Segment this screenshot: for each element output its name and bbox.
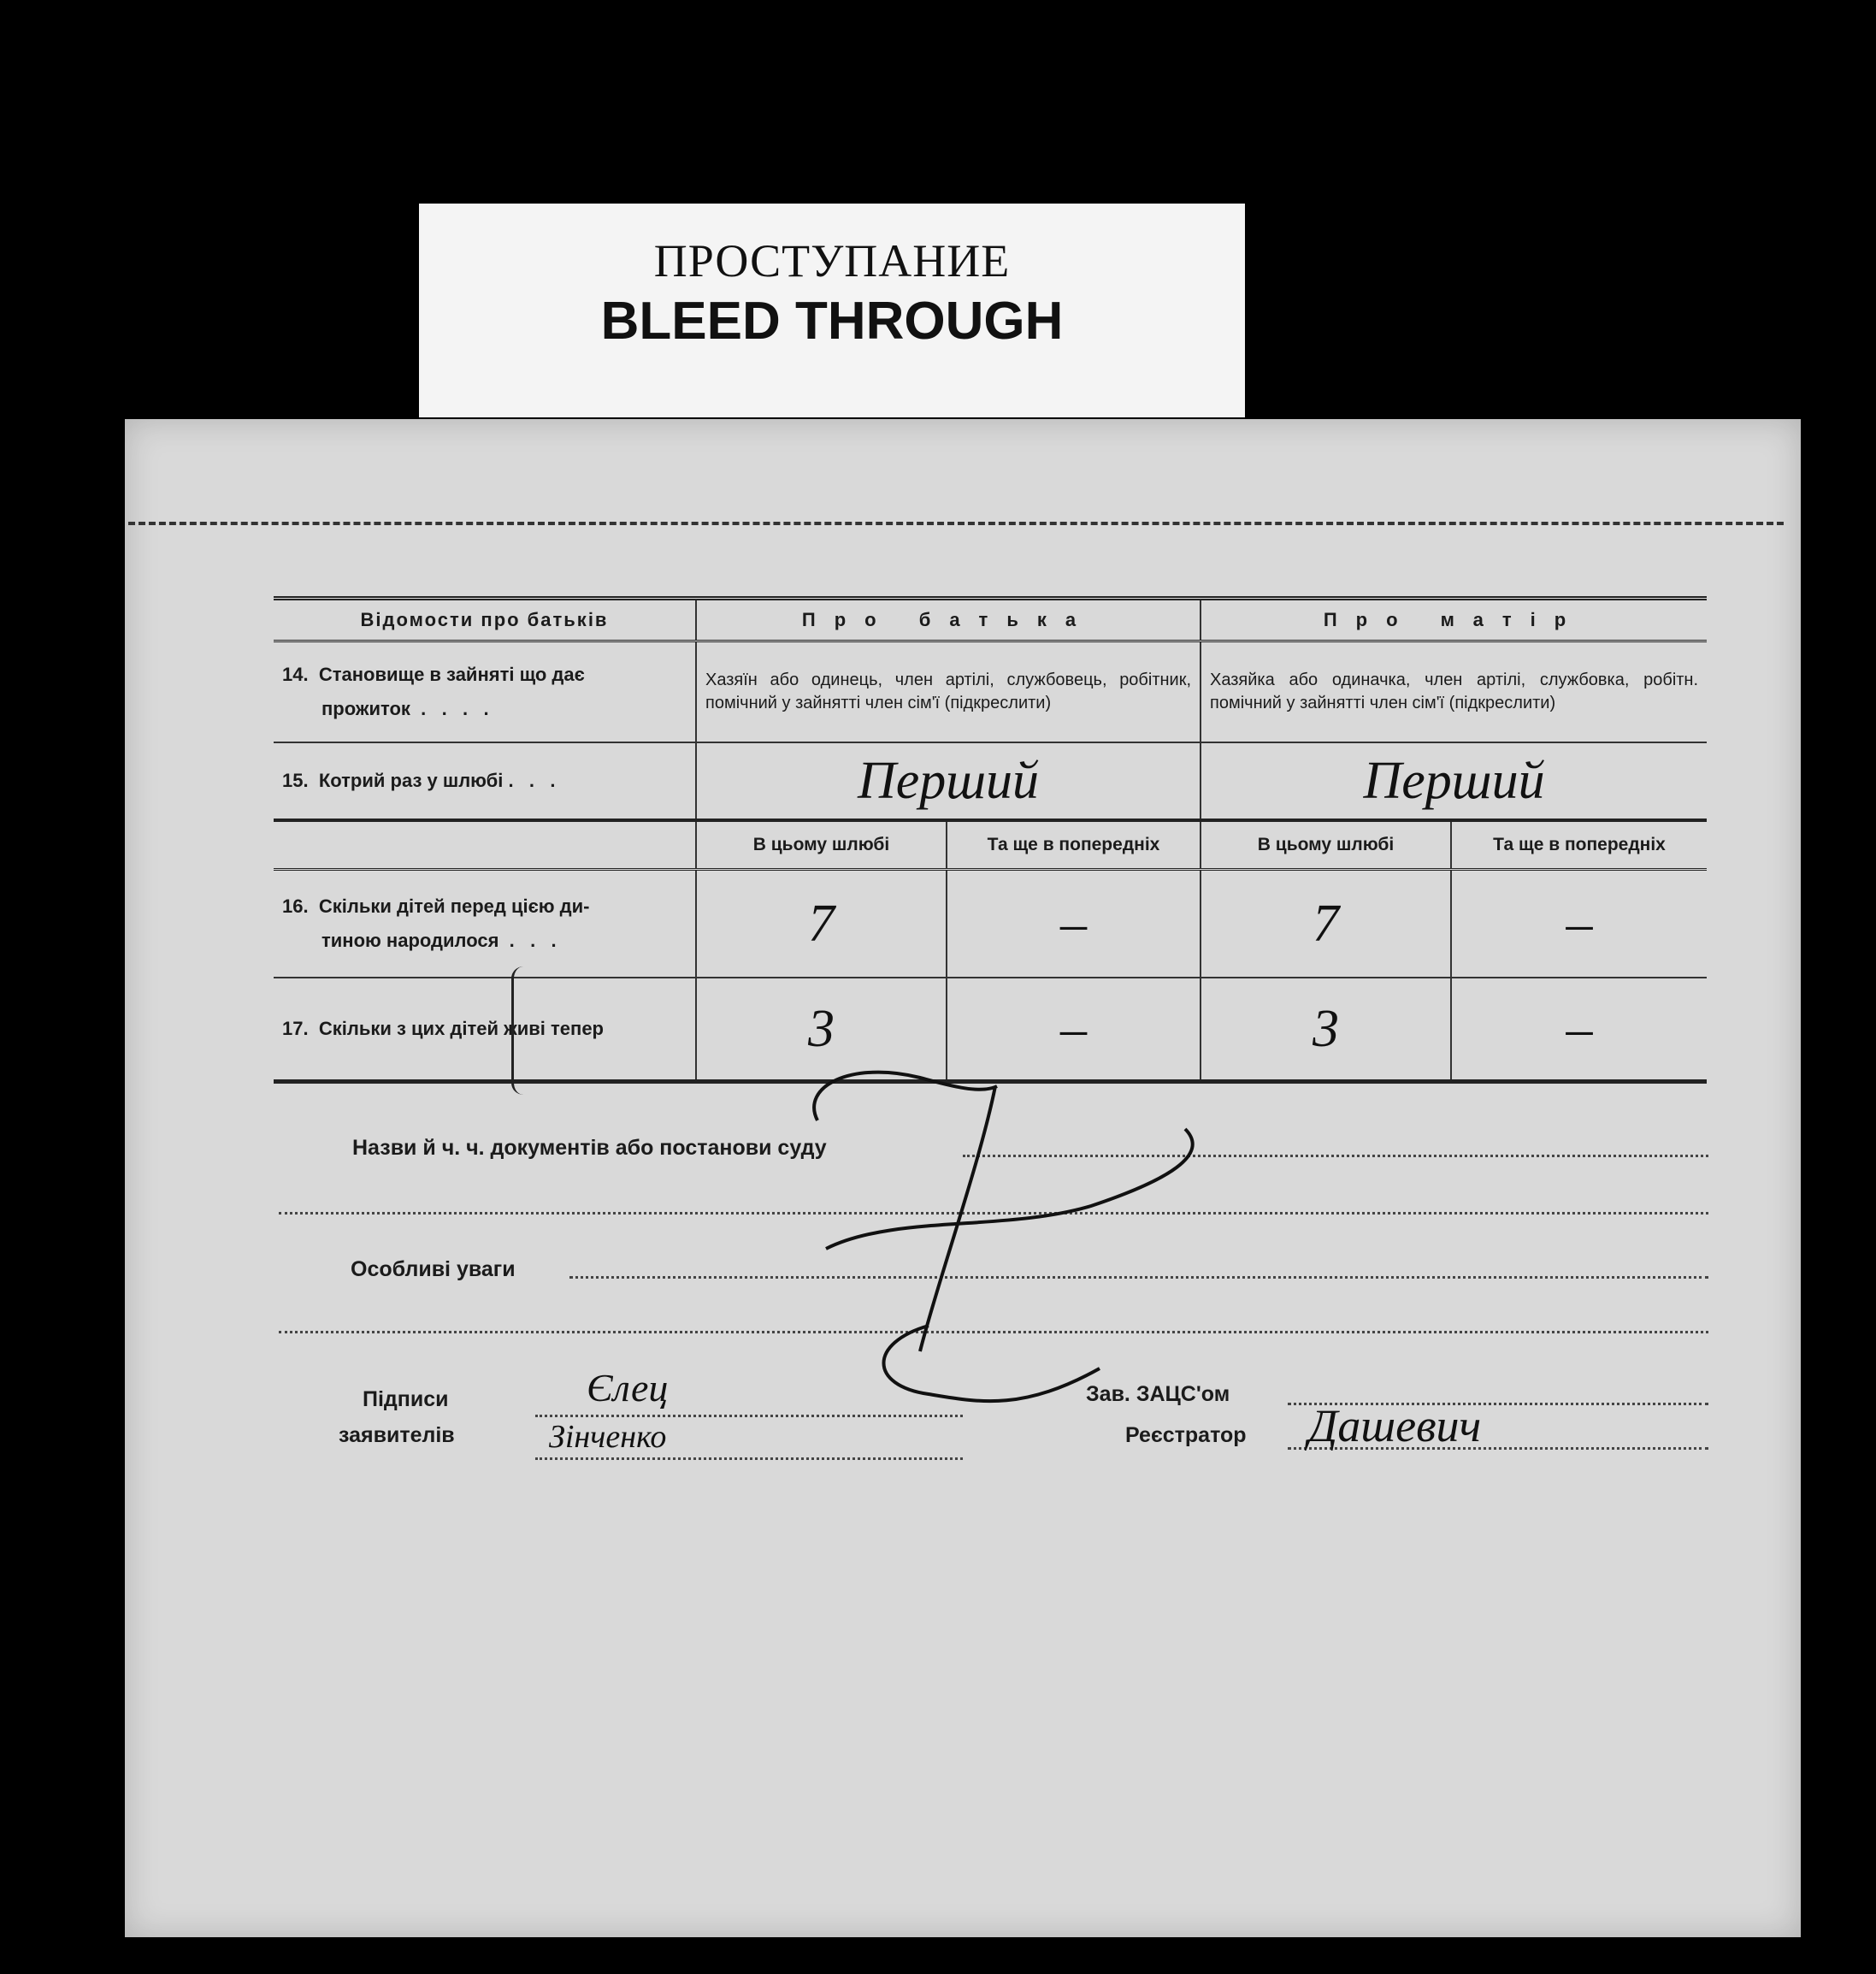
signatures-label-line2: заявителів	[339, 1423, 455, 1447]
row-17-number: 17.	[282, 1018, 309, 1039]
signatures-label-line1: Підписи	[363, 1387, 449, 1411]
registrar-label: Реєстратор	[1125, 1423, 1247, 1447]
row-17-label	[274, 978, 696, 1082]
subheader-father-this-marriage: В цьому шлюбі	[696, 820, 947, 870]
row-17-father-prev: –	[947, 978, 1201, 1082]
label-russian: ПРОСТУПАНИЕ	[653, 235, 1011, 287]
row-16-father-prev: –	[947, 870, 1201, 978]
subheader-mother-previous: Та ще в попередніх	[1451, 820, 1707, 870]
applicant-signature-2: Зінченко	[549, 1419, 667, 1455]
documents-label: Назви й ч. ч. документів або постанови суду	[352, 1136, 827, 1160]
header-mother: Про матір	[1201, 599, 1707, 641]
row-14-number: 14.	[282, 664, 309, 685]
row-15-marriage-count	[274, 742, 1707, 820]
perforation-line	[128, 522, 1784, 525]
row-17-father-this: 3	[696, 978, 947, 1082]
signature-2-line	[535, 1457, 963, 1460]
row-17-mother-this: 3	[1201, 978, 1451, 1082]
registrar-signature: Дашевич	[1308, 1400, 1482, 1451]
row-15-number: 15.	[282, 770, 309, 791]
signatures-brace	[511, 966, 533, 1095]
parents-info-table	[274, 596, 1707, 1084]
subheader-father-previous: Та ще в попередніх	[947, 820, 1201, 870]
row-14-label-line2: прожиток	[322, 698, 410, 719]
header-parents-info: Відомости про батьків	[274, 599, 696, 641]
children-subheader-row	[274, 820, 1707, 870]
table-header-row	[274, 599, 1707, 641]
applicant-signature-1: Єлец	[587, 1366, 669, 1410]
row-16-mother-prev: –	[1451, 870, 1707, 978]
row-17-label-text: Скільки з цих дітей живі тепер	[318, 1018, 604, 1039]
row-16-number: 16.	[282, 895, 309, 917]
row-16-label: 16. Скільки дітей перед цією ди- тиною народилося . . .	[274, 870, 696, 978]
row-16-label-line1: Скільки дітей перед цією ди-	[318, 895, 590, 917]
row-14-mother-options: Хазяйка або одиначка, член артілі, службовка, робітн. помічний у зайнятті член сім'ї (підкреслити)	[1201, 641, 1707, 743]
row-17-mother-prev: –	[1451, 978, 1707, 1082]
row-16-mother-this: 7	[1201, 870, 1451, 978]
row-15-label: 15. Котрий раз у шлюбі . . .	[274, 742, 696, 820]
form-page	[125, 419, 1801, 1937]
subheader-mother-this-marriage: В цьому шлюбі	[1201, 820, 1451, 870]
remarks-label: Особливі уваги	[351, 1257, 516, 1281]
bleed-through-label-card	[419, 204, 1245, 417]
label-english: BLEED THROUGH	[600, 292, 1064, 351]
row-16-label-line2: тиною народилося	[322, 930, 499, 951]
strike-through-z-mark	[723, 1061, 1236, 1428]
row-14-occupation	[274, 641, 1707, 743]
row-14-father-options: Хазяїн або одинець, член артілі, службовець, робітник, помічний у зайнятті член сім'ї (підкреслити)	[696, 641, 1201, 743]
head-of-registry-label: Зав. ЗАЦС'ом	[1086, 1382, 1230, 1406]
row-15-mother-value: Перший	[1201, 742, 1707, 820]
row-15-father-value: Перший	[696, 742, 1201, 820]
row-14-label-line1: Становище в зайняті що дає	[318, 664, 585, 685]
row-16-father-this: 7	[696, 870, 947, 978]
row-16-children-born	[274, 870, 1707, 978]
subheader-empty	[274, 820, 696, 870]
row-14-label: 14. Становище в зайняті що дає прожиток . . . .	[274, 641, 696, 743]
header-father: Про батька	[696, 599, 1201, 641]
row-15-label-text: Котрий раз у шлюбі	[318, 770, 504, 791]
